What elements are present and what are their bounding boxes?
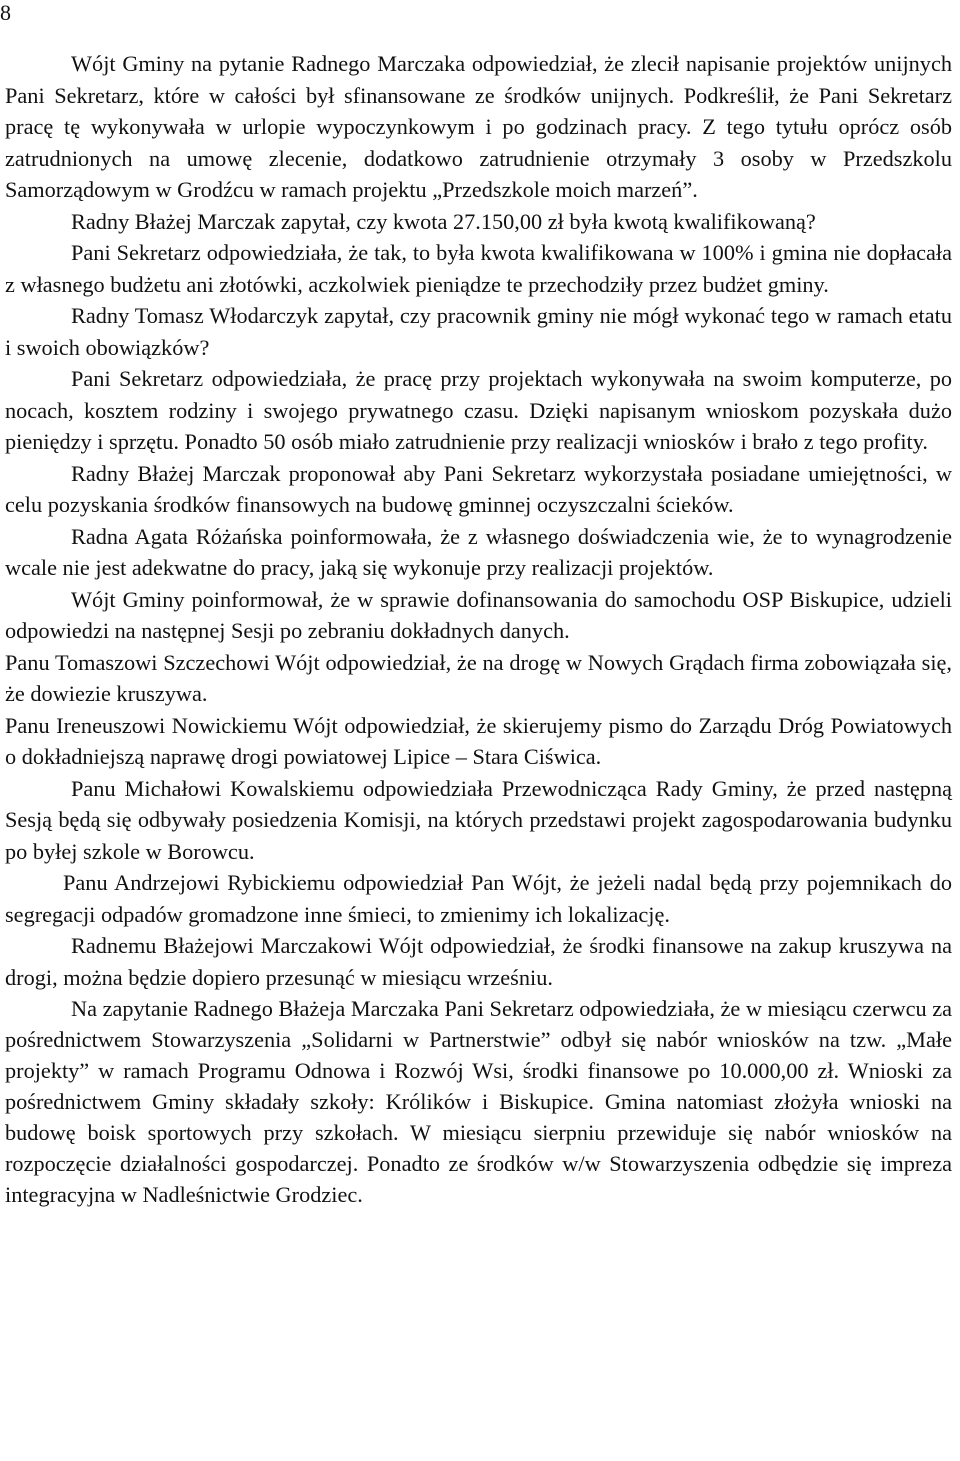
page-number: 8 (0, 0, 11, 25)
paragraph: Radny Błażej Marczak zapytał, czy kwota 27.150,00 zł była kwotą kwalifikowaną? (71, 208, 816, 234)
paragraph: Radna Agata Różańska poinformowała, że z własnego doświadczenia wie, że to wynagrodzenie wcale nie jest adekwatne do pracy, jaką się wykonuje przy realizacji projektów. (5, 523, 952, 580)
paragraph: Pani Sekretarz odpowiedziała, że pracę przy projektach wykonywała na swoim komputerze, po nocach, kosztem rodziny i swojego prywatnego czasu. Dzięki napisanym wnioskom pozyskała dużo pieniędzy i sprzętu. Ponadto 50 osób miało zatrudnienie przy realizacji wniosków i brało z tego profity. (5, 366, 952, 454)
paragraph: Wójt Gminy poinformował, że w sprawie dofinansowania do samochodu OSP Biskupice, udzieli odpowiedzi na następnej Sesji po zebraniu dokładnych danych. (5, 586, 952, 643)
paragraph: Panu Andrzejowi Rybickiemu odpowiedział Pan Wójt, że jeżeli nadal będą przy pojemnikach do segregacji odpadów gromadzone inne śmieci, to zmienimy ich lokalizację. (5, 870, 952, 927)
paragraph: Wójt Gminy na pytanie Radnego Marczaka odpowiedział, że zlecił napisanie projektów unijnych Pani Sekretarz, które w całości był sfinansowane ze środków unijnych. Podkreślił, że Pani Sekretarz pracę tę wykonywała w urlopie wypoczynkowym i po godzinach pracy. Z tego tytułu oprócz osób zatrudnionych na umowę zlecenie, dodatkowo zatrudnienie otrzymały 3 osoby w Przedszkolu Samorządowym w Grodźcu w ramach projektu „Przedszkole moich marzeń”. (5, 51, 952, 202)
paragraph: Pani Sekretarz odpowiedziała, że tak, to była kwota kwalifikowana w 100% i gmina nie dopłacała z własnego budżetu ani złotówki, aczkolwiek pieniądze te przechodziły przez budżet gminy. (5, 240, 952, 297)
paragraph: Radny Błażej Marczak proponował aby Pani Sekretarz wykorzystała posiadane umiejętności, w celu pozyskania środków finansowych na budowę gminnej oczyszczalni ścieków. (5, 460, 952, 517)
paragraph: Radnemu Błażejowi Marczakowi Wójt odpowiedział, że środki finansowe na zakup kruszywa na drogi, można będzie dopiero przesunąć w miesiącu wrześniu. (5, 933, 952, 990)
document-body (5, 48, 952, 1210)
paragraph: Panu Tomaszowi Szczechowi Wójt odpowiedział, że na drogę w Nowych Grądach firma zobowiązała się, że dowiezie kruszywa. (5, 649, 952, 706)
paragraph: Panu Ireneuszowi Nowickiemu Wójt odpowiedział, że skierujemy pismo do Zarządu Dróg Powiatowych o dokładniejszą naprawę drogi powiatowej Lipice – Stara Ciświca. (5, 712, 952, 769)
paragraph: Radny Tomasz Włodarczyk zapytał, czy pracownik gminy nie mógł wykonać tego w ramach etatu i swoich obowiązków? (5, 303, 952, 360)
paragraph: Na zapytanie Radnego Błażeja Marczaka Pani Sekretarz odpowiedziała, że w miesiącu czerwcu za pośrednictwem Stowarzyszenia „Solidarni w Partnerstwie” odbył się nabór wniosków na tzw. „Małe projekty” w ramach Programu Odnowa i Rozwój Wsi, środki finansowe po 10.000,00 zł. Wnioski za pośrednictwem Gminy składały szkoły: Królików i Biskupice. Gmina natomiast złożyła wnioski na budowę boisk sportowych przy szkołach. W miesiącu sierpniu przewiduje się nabór wniosków na rozpoczęcie działalności gospodarczej. Ponadto ze środków w/w Stowarzyszenia odbędzie się impreza integracyjna w Nadleśnictwie Grodziec. (5, 996, 952, 1207)
paragraph: Panu Michałowi Kowalskiemu odpowiedziała Przewodnicząca Rady Gminy, że przed następną Sesją będą się odbywały posiedzenia Komisji, na których przedstawi projekt zagospodarowania budynku po byłej szkole w Borowcu. (5, 775, 952, 864)
